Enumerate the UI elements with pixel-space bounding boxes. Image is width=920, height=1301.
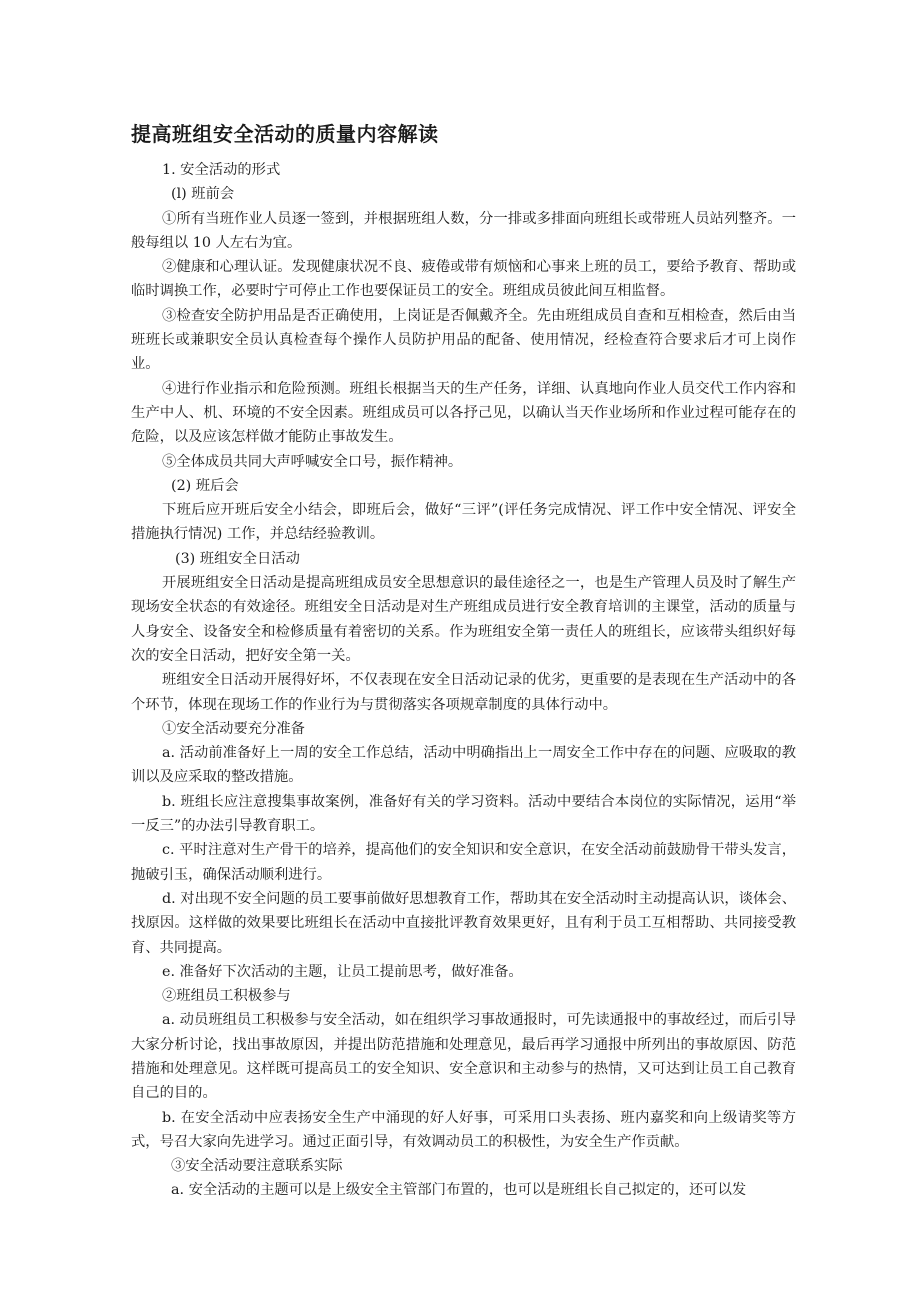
paragraph-p8: 班组安全日活动开展得好坏，不仅表现在安全日活动记录的优劣，更重要的是表现在生产活动中的各个环节，体现在现场工作的作业行为与贯彻落实各项规章制度的具体行动中。	[131, 672, 796, 713]
paragraph-p4: ④进行作业指示和危险预测。班组长根据当天的生产任务，详细、认真地向作业人员交代工作内容和生产中人、机、环境的不安全因素。班组成员可以各抒己见，以确认当天作业场所和作业过程可能存在的危险，以及应该怎样做才能防止事故发生。	[131, 380, 796, 446]
paragraph-p6: 下班后应开班后安全小结会，即班后会，做好“三评”(评任务完成情况、评工作中安全情况、评安全措施执行情况) 工作，并总结经验教训。	[131, 502, 796, 543]
paragraph-s1-1: (l) 班前会	[171, 186, 235, 203]
paragraph-pd1: d. 对出现不安全问题的员工要事前做好思想教育工作，帮助其在安全活动时主动提高认识，谈体会、找原因。这样做的效果要比班组长在活动中直接批评教育效果更好，且有利于员工互相帮助、共同接受教育、共同提高。	[131, 890, 796, 956]
paragraph-p2: ②健康和心理认证。发现健康状况不良、疲倦或带有烦恼和心事来上班的员工，要给予教育、帮助或临时调换工作，必要时宁可停止工作也要保证员工的安全。班组成员彼此间互相监督。	[131, 259, 796, 300]
paragraph-s1: 1. 安全活动的形式	[162, 162, 281, 178]
paragraph-s1-3: (3) 班组安全日活动	[175, 550, 300, 567]
paragraph-pb1: b. 班组长应注意搜集事故案例，准备好有关的学习资料。活动中要结合本岗位的实际情况，运用“举一反三”的办法引导教育职工。	[131, 793, 796, 835]
paragraph-pb2: b. 在安全活动中应表扬安全生产中涌现的好人好事，可采用口头表扬、班内嘉奖和向上级请奖等方式，号召大家向先进学习。通过正面引导，有效调动员工的积极性，为安全生产作贡献。	[131, 1109, 796, 1150]
document-title: 提高班组安全活动的质量内容解读	[131, 122, 439, 146]
paragraph-p5: ⑤全体成员共同大声呼喊安全口号，振作精神。	[162, 453, 463, 470]
paragraph-pe1: e. 准备好下次活动的主题，让员工提前思考，做好准备。	[162, 963, 523, 980]
paragraph-p1: ①所有当班作业人员逐一签到，并根据班组人数，分一排或多排面向班组长或带班人员站列整齐。一般每组以 10 人左右为宜。	[131, 210, 796, 251]
paragraph-pc1: c. 平时注意对生产骨干的培养，提高他们的安全知识和安全意识，在安全活动前鼓励骨干带头发言，抛破引玉，确保活动顺利进行。	[131, 842, 796, 883]
paragraph-pa1: a. 活动前准备好上一周的安全工作总结，活动中明确指出上一周安全工作中存在的问题、应吸取的教训以及应采取的整改措施。	[131, 745, 796, 786]
paragraph-pa2: a. 动员班组员工积极参与安全活动，如在组织学习事故通报时，可先读通报中的事故经过，而后引导大家分析讨论，找出事故原因，并提出防范措施和处理意见，最后再学习通报中所列出的事故原因、防范措施和处理意见。这样既可提高员工的安全知识、安全意识和主动参与的热情，又可达到让员工自己教育自己的目的。	[131, 1012, 796, 1102]
paragraph-s2: ①安全活动要充分准备	[162, 720, 305, 737]
document-body	[131, 158, 796, 1203]
paragraph-p3: ③检查安全防护用品是否正确使用，上岗证是否佩戴齐全。先由班组成员自查和互相检查，然后由当班班长或兼职安全员认真检查每个操作人员防护用品的配备、使用情况，经检查符合要求后才可上岗作业。	[131, 307, 796, 373]
paragraph-s1-2: (2) 班后会	[171, 477, 239, 494]
paragraph-s3: ②班组员工积极参与	[162, 988, 291, 1005]
paragraph-s4: ③安全活动要注意联系实际	[171, 1158, 343, 1175]
paragraph-p7: 开展班组安全日活动是提高班组成员安全思想意识的最佳途径之一，也是生产管理人员及时了解生产现场安全状态的有效途径。班组安全日活动是对生产班组成员进行安全教育培训的主课堂，活动的质量与人身安全、设备安全和检修质量有着密切的关系。作为班组安全第一责任人的班组长，应该带头组织好每次的安全日活动，把好安全第一关。	[131, 575, 796, 664]
paragraph-pa3: a. 安全活动的主题可以是上级安全主管部门布置的，也可以是班组长自己拟定的，还可以发	[171, 1182, 747, 1199]
